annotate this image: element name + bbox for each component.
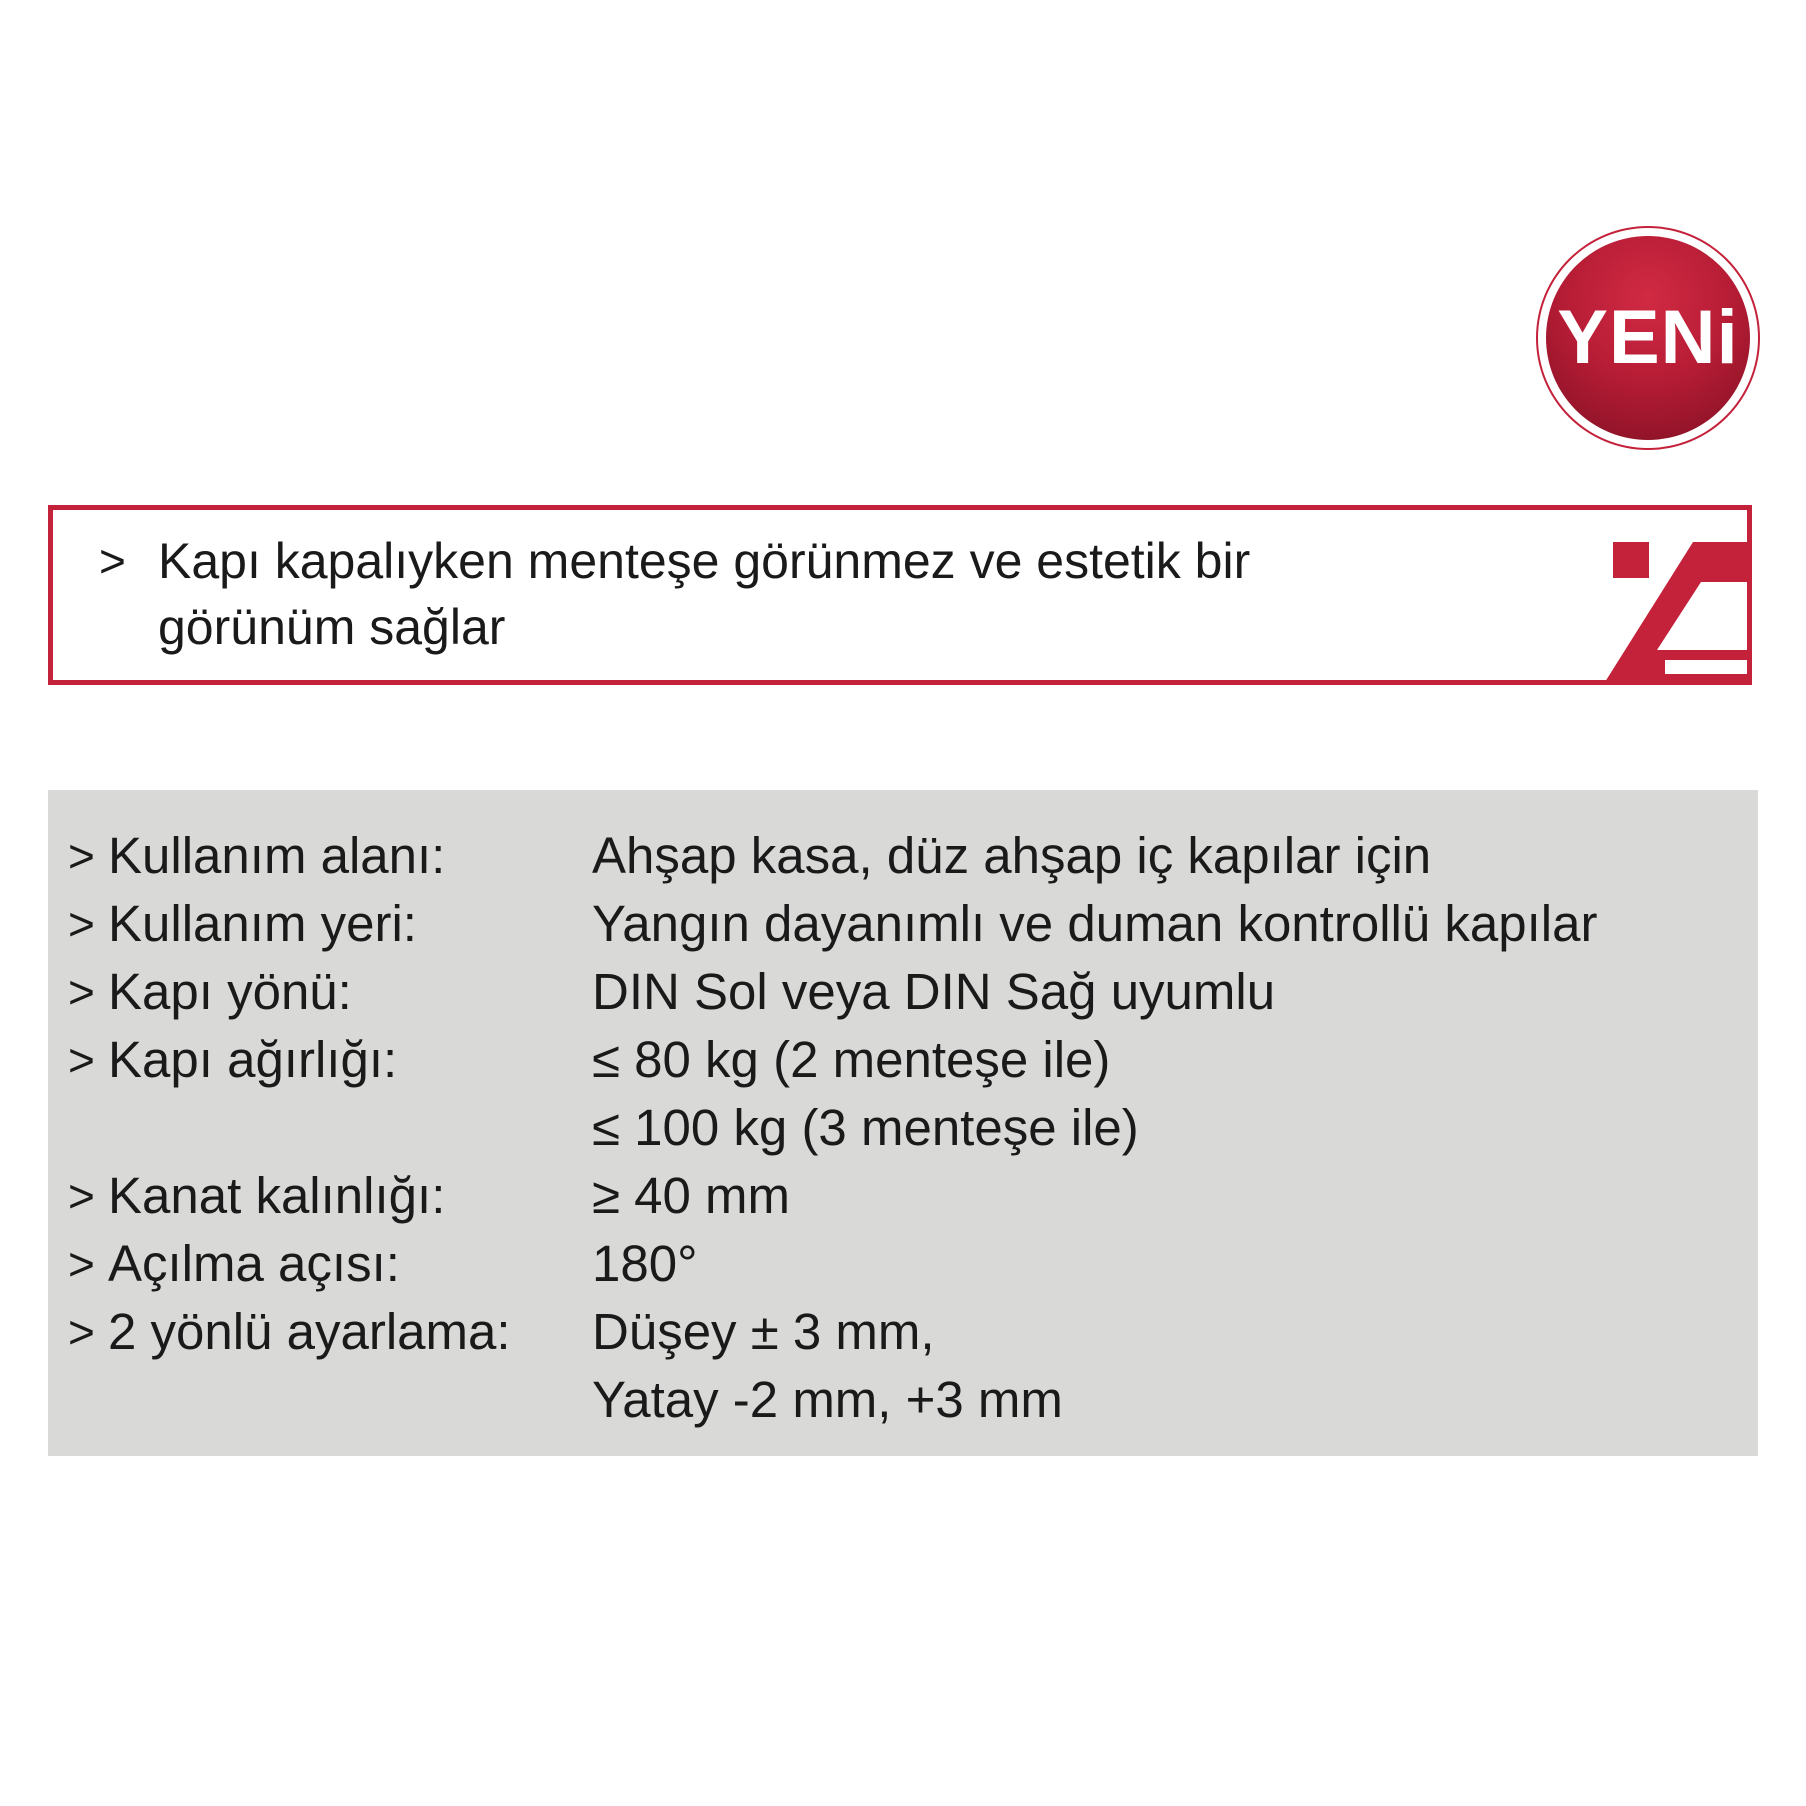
feature-text [158, 528, 1458, 660]
spec-label: Kapı yönü: [108, 963, 352, 1020]
spec-bullet: > [68, 830, 95, 882]
spec-value: Yangın dayanımlı ve duman kontrollü kapılar [592, 895, 1598, 952]
spec-value: ≤ 100 kg (3 menteşe ile) [592, 1099, 1139, 1156]
new-badge [1538, 228, 1758, 448]
spec-value: 180° [592, 1235, 698, 1292]
new-badge-disc [1546, 236, 1750, 440]
spec-value: DIN Sol veya DIN Sağ uyumlu [592, 963, 1276, 1020]
spec-label: 2 yönlü ayarlama: [108, 1303, 511, 1360]
spec-label: Kapı ağırlığı: [108, 1031, 398, 1088]
spec-value: Yatay -2 mm, +3 mm [592, 1371, 1063, 1428]
new-badge-text: YENi [1557, 295, 1739, 380]
spec-label: Kullanım yeri: [108, 895, 417, 952]
spec-bullet: > [68, 1034, 95, 1086]
spec-bullet: > [68, 898, 95, 950]
feature-text-line-2: görünüm sağlar [158, 599, 506, 655]
spec-panel [48, 790, 1758, 1456]
spec-value: Düşey ± 3 mm, [592, 1303, 935, 1360]
spec-label: Açılma açısı: [108, 1235, 400, 1292]
feature-box [48, 505, 1752, 685]
spec-bullet: > [68, 1238, 95, 1290]
spec-value: ≥ 40 mm [592, 1167, 791, 1224]
brand-logo-icon [1605, 532, 1747, 682]
feature-text-line-1: Kapı kapalıyken menteşe görünmez ve estetik bir [158, 533, 1251, 589]
spec-label: Kullanım alanı: [108, 827, 446, 884]
spec-bullet: > [68, 1306, 95, 1358]
feature-bullet: > [99, 535, 126, 587]
spec-value: ≤ 80 kg (2 menteşe ile) [592, 1031, 1111, 1088]
spec-bullet: > [68, 1170, 95, 1222]
spec-label: Kanat kalınlığı: [108, 1167, 446, 1224]
spec-bullet: > [68, 966, 95, 1018]
spec-value: Ahşap kasa, düz ahşap iç kapılar için [592, 827, 1432, 884]
